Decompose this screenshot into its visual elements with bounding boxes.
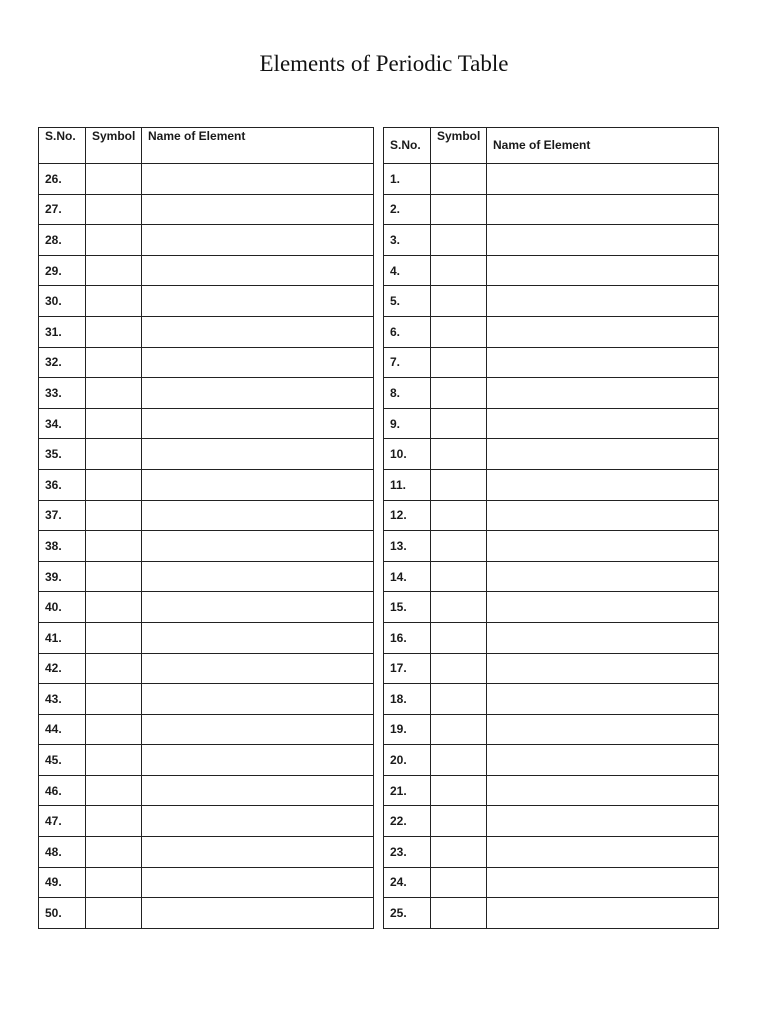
- serial-number-cell: 36.: [39, 469, 86, 500]
- symbol-cell[interactable]: [431, 500, 487, 531]
- right-elements-table: [383, 127, 719, 929]
- element-name-cell[interactable]: [142, 745, 374, 776]
- serial-number-cell: 42.: [39, 653, 86, 684]
- serial-number-cell: 16.: [384, 622, 431, 653]
- serial-number-cell: 9.: [384, 408, 431, 439]
- table-row: [39, 653, 374, 684]
- element-name-cell[interactable]: [142, 684, 374, 715]
- symbol-cell[interactable]: [431, 469, 487, 500]
- table-row: [39, 837, 374, 868]
- element-name-cell[interactable]: [142, 255, 374, 286]
- right-table-body: [384, 164, 719, 929]
- element-name-cell[interactable]: [142, 806, 374, 837]
- serial-number-cell: 10.: [384, 439, 431, 470]
- symbol-cell[interactable]: [86, 347, 142, 378]
- element-name-cell[interactable]: [487, 347, 719, 378]
- serial-number-cell: 7.: [384, 347, 431, 378]
- table-row: [384, 592, 719, 623]
- element-name-cell[interactable]: [487, 378, 719, 409]
- serial-number-cell: 29.: [39, 255, 86, 286]
- serial-number-cell: 43.: [39, 684, 86, 715]
- table-row: [384, 378, 719, 409]
- symbol-cell[interactable]: [431, 408, 487, 439]
- serial-number-cell: 6.: [384, 316, 431, 347]
- symbol-cell[interactable]: [431, 316, 487, 347]
- serial-number-cell: 50.: [39, 898, 86, 929]
- serial-number-cell: 27.: [39, 194, 86, 225]
- element-name-cell[interactable]: [487, 561, 719, 592]
- symbol-cell[interactable]: [431, 439, 487, 470]
- element-name-cell[interactable]: [487, 806, 719, 837]
- table-row: [384, 745, 719, 776]
- symbol-cell[interactable]: [86, 164, 142, 195]
- symbol-cell[interactable]: [431, 622, 487, 653]
- serial-number-cell: 1.: [384, 164, 431, 195]
- table-row: [39, 500, 374, 531]
- symbol-cell[interactable]: [431, 531, 487, 562]
- symbol-cell[interactable]: [86, 439, 142, 470]
- element-name-cell[interactable]: [487, 745, 719, 776]
- element-name-cell[interactable]: [142, 653, 374, 684]
- element-name-cell[interactable]: [142, 347, 374, 378]
- element-name-cell[interactable]: [142, 837, 374, 868]
- symbol-cell[interactable]: [431, 255, 487, 286]
- element-name-cell[interactable]: [142, 225, 374, 256]
- element-name-cell[interactable]: [487, 867, 719, 898]
- serial-number-cell: 46.: [39, 775, 86, 806]
- table-row: [384, 500, 719, 531]
- symbol-cell[interactable]: [431, 775, 487, 806]
- table-header-row: [384, 128, 719, 164]
- sno-header: S.No.: [384, 128, 431, 164]
- serial-number-cell: 34.: [39, 408, 86, 439]
- element-name-cell[interactable]: [142, 286, 374, 317]
- table-row: [39, 347, 374, 378]
- symbol-cell[interactable]: [86, 806, 142, 837]
- table-row: [39, 745, 374, 776]
- table-row: [384, 806, 719, 837]
- element-name-cell[interactable]: [487, 225, 719, 256]
- page-title: Elements of Periodic Table: [259, 51, 509, 76]
- symbol-cell[interactable]: [431, 225, 487, 256]
- table-row: [39, 255, 374, 286]
- serial-number-cell: 45.: [39, 745, 86, 776]
- element-name-cell[interactable]: [142, 714, 374, 745]
- table-row: [384, 684, 719, 715]
- element-name-cell[interactable]: [142, 867, 374, 898]
- element-name-cell[interactable]: [142, 469, 374, 500]
- element-name-cell[interactable]: [487, 653, 719, 684]
- symbol-cell[interactable]: [431, 194, 487, 225]
- symbol-cell[interactable]: [86, 684, 142, 715]
- element-name-cell[interactable]: [142, 531, 374, 562]
- table-row: [39, 164, 374, 195]
- table-header-row: [39, 128, 374, 164]
- table-row: [384, 439, 719, 470]
- symbol-cell[interactable]: [431, 561, 487, 592]
- table-row: [39, 439, 374, 470]
- symbol-cell[interactable]: [86, 592, 142, 623]
- serial-number-cell: 14.: [384, 561, 431, 592]
- element-name-cell[interactable]: [142, 592, 374, 623]
- table-row: [384, 775, 719, 806]
- symbol-cell[interactable]: [86, 194, 142, 225]
- symbol-cell[interactable]: [86, 745, 142, 776]
- symbol-cell[interactable]: [431, 837, 487, 868]
- table-row: [384, 867, 719, 898]
- serial-number-cell: 19.: [384, 714, 431, 745]
- element-name-cell[interactable]: [487, 837, 719, 868]
- table-row: [39, 684, 374, 715]
- symbol-cell[interactable]: [86, 469, 142, 500]
- left-table-body: [39, 164, 374, 929]
- element-name-cell[interactable]: [487, 775, 719, 806]
- table-row: [39, 775, 374, 806]
- serial-number-cell: 33.: [39, 378, 86, 409]
- symbol-cell[interactable]: [86, 286, 142, 317]
- symbol-cell[interactable]: [431, 898, 487, 929]
- element-name-cell[interactable]: [487, 622, 719, 653]
- table-row: [39, 898, 374, 929]
- element-name-cell[interactable]: [487, 164, 719, 195]
- table-row: [39, 867, 374, 898]
- symbol-cell[interactable]: [86, 316, 142, 347]
- symbol-cell[interactable]: [431, 378, 487, 409]
- serial-number-cell: 26.: [39, 164, 86, 195]
- element-name-cell[interactable]: [142, 561, 374, 592]
- table-row: [384, 622, 719, 653]
- element-name-cell[interactable]: [142, 622, 374, 653]
- table-row: [384, 561, 719, 592]
- table-row: [39, 531, 374, 562]
- element-name-cell[interactable]: [487, 286, 719, 317]
- symbol-cell[interactable]: [86, 622, 142, 653]
- element-name-cell[interactable]: [142, 164, 374, 195]
- symbol-cell[interactable]: [86, 225, 142, 256]
- element-name-cell[interactable]: [487, 439, 719, 470]
- element-name-cell[interactable]: [142, 316, 374, 347]
- element-name-cell[interactable]: [142, 378, 374, 409]
- serial-number-cell: 40.: [39, 592, 86, 623]
- serial-number-cell: 21.: [384, 775, 431, 806]
- table-row: [384, 316, 719, 347]
- serial-number-cell: 25.: [384, 898, 431, 929]
- element-name-cell[interactable]: [142, 439, 374, 470]
- element-name-cell[interactable]: [487, 592, 719, 623]
- serial-number-cell: 12.: [384, 500, 431, 531]
- serial-number-cell: 24.: [384, 867, 431, 898]
- table-row: [384, 194, 719, 225]
- element-name-cell[interactable]: [142, 500, 374, 531]
- serial-number-cell: 39.: [39, 561, 86, 592]
- table-row: [39, 225, 374, 256]
- symbol-cell[interactable]: [86, 898, 142, 929]
- table-row: [384, 225, 719, 256]
- serial-number-cell: 17.: [384, 653, 431, 684]
- serial-number-cell: 38.: [39, 531, 86, 562]
- table-row: [39, 714, 374, 745]
- table-row: [39, 561, 374, 592]
- element-name-cell[interactable]: [487, 714, 719, 745]
- symbol-cell[interactable]: [86, 867, 142, 898]
- element-name-cell[interactable]: [487, 469, 719, 500]
- table-row: [384, 164, 719, 195]
- table-row: [39, 286, 374, 317]
- element-name-cell[interactable]: [487, 500, 719, 531]
- table-row: [384, 653, 719, 684]
- sno-header: S.No.: [39, 128, 86, 164]
- table-row: [384, 898, 719, 929]
- serial-number-cell: 13.: [384, 531, 431, 562]
- table-row: [384, 837, 719, 868]
- table-row: [39, 316, 374, 347]
- serial-number-cell: 11.: [384, 469, 431, 500]
- table-row: [39, 194, 374, 225]
- serial-number-cell: 8.: [384, 378, 431, 409]
- table-row: [384, 408, 719, 439]
- symbol-cell[interactable]: [431, 286, 487, 317]
- symbol-cell[interactable]: [431, 653, 487, 684]
- element-name-cell[interactable]: [487, 194, 719, 225]
- symbol-cell[interactable]: [431, 684, 487, 715]
- serial-number-cell: 35.: [39, 439, 86, 470]
- element-name-cell[interactable]: [487, 255, 719, 286]
- element-name-cell[interactable]: [142, 408, 374, 439]
- table-row: [39, 469, 374, 500]
- symbol-cell[interactable]: [86, 837, 142, 868]
- symbol-header: Symbol: [431, 128, 487, 164]
- serial-number-cell: 15.: [384, 592, 431, 623]
- symbol-cell[interactable]: [431, 806, 487, 837]
- serial-number-cell: 2.: [384, 194, 431, 225]
- table-row: [39, 592, 374, 623]
- symbol-cell[interactable]: [431, 867, 487, 898]
- serial-number-cell: 4.: [384, 255, 431, 286]
- element-name-cell[interactable]: [487, 898, 719, 929]
- serial-number-cell: 37.: [39, 500, 86, 531]
- element-name-cell[interactable]: [487, 408, 719, 439]
- symbol-cell[interactable]: [86, 255, 142, 286]
- serial-number-cell: 3.: [384, 225, 431, 256]
- table-row: [384, 286, 719, 317]
- symbol-cell[interactable]: [86, 531, 142, 562]
- symbol-cell[interactable]: [431, 592, 487, 623]
- serial-number-cell: 47.: [39, 806, 86, 837]
- element-name-cell[interactable]: [142, 898, 374, 929]
- table-row: [384, 469, 719, 500]
- serial-number-cell: 18.: [384, 684, 431, 715]
- table-row: [39, 622, 374, 653]
- symbol-cell[interactable]: [431, 347, 487, 378]
- serial-number-cell: 30.: [39, 286, 86, 317]
- name-header: Name of Element: [142, 128, 374, 164]
- name-header: Name of Element: [487, 128, 719, 164]
- symbol-header: Symbol: [86, 128, 142, 164]
- symbol-cell[interactable]: [431, 745, 487, 776]
- serial-number-cell: 22.: [384, 806, 431, 837]
- element-name-cell[interactable]: [487, 531, 719, 562]
- table-row: [384, 714, 719, 745]
- table-row: [39, 408, 374, 439]
- serial-number-cell: 49.: [39, 867, 86, 898]
- serial-number-cell: 28.: [39, 225, 86, 256]
- symbol-cell[interactable]: [86, 500, 142, 531]
- element-name-cell[interactable]: [142, 194, 374, 225]
- symbol-cell[interactable]: [86, 714, 142, 745]
- serial-number-cell: 44.: [39, 714, 86, 745]
- serial-number-cell: 48.: [39, 837, 86, 868]
- serial-number-cell: 5.: [384, 286, 431, 317]
- element-name-cell[interactable]: [487, 316, 719, 347]
- symbol-cell[interactable]: [431, 164, 487, 195]
- symbol-cell[interactable]: [86, 408, 142, 439]
- left-elements-table: [38, 127, 374, 929]
- element-name-cell[interactable]: [487, 684, 719, 715]
- serial-number-cell: 23.: [384, 837, 431, 868]
- element-name-cell[interactable]: [142, 775, 374, 806]
- table-row: [384, 531, 719, 562]
- table-row: [384, 347, 719, 378]
- serial-number-cell: 32.: [39, 347, 86, 378]
- table-row: [39, 378, 374, 409]
- symbol-cell[interactable]: [431, 714, 487, 745]
- serial-number-cell: 41.: [39, 622, 86, 653]
- symbol-cell[interactable]: [86, 378, 142, 409]
- table-row: [39, 806, 374, 837]
- symbol-cell[interactable]: [86, 561, 142, 592]
- symbol-cell[interactable]: [86, 653, 142, 684]
- table-row: [384, 255, 719, 286]
- symbol-cell[interactable]: [86, 775, 142, 806]
- serial-number-cell: 20.: [384, 745, 431, 776]
- serial-number-cell: 31.: [39, 316, 86, 347]
